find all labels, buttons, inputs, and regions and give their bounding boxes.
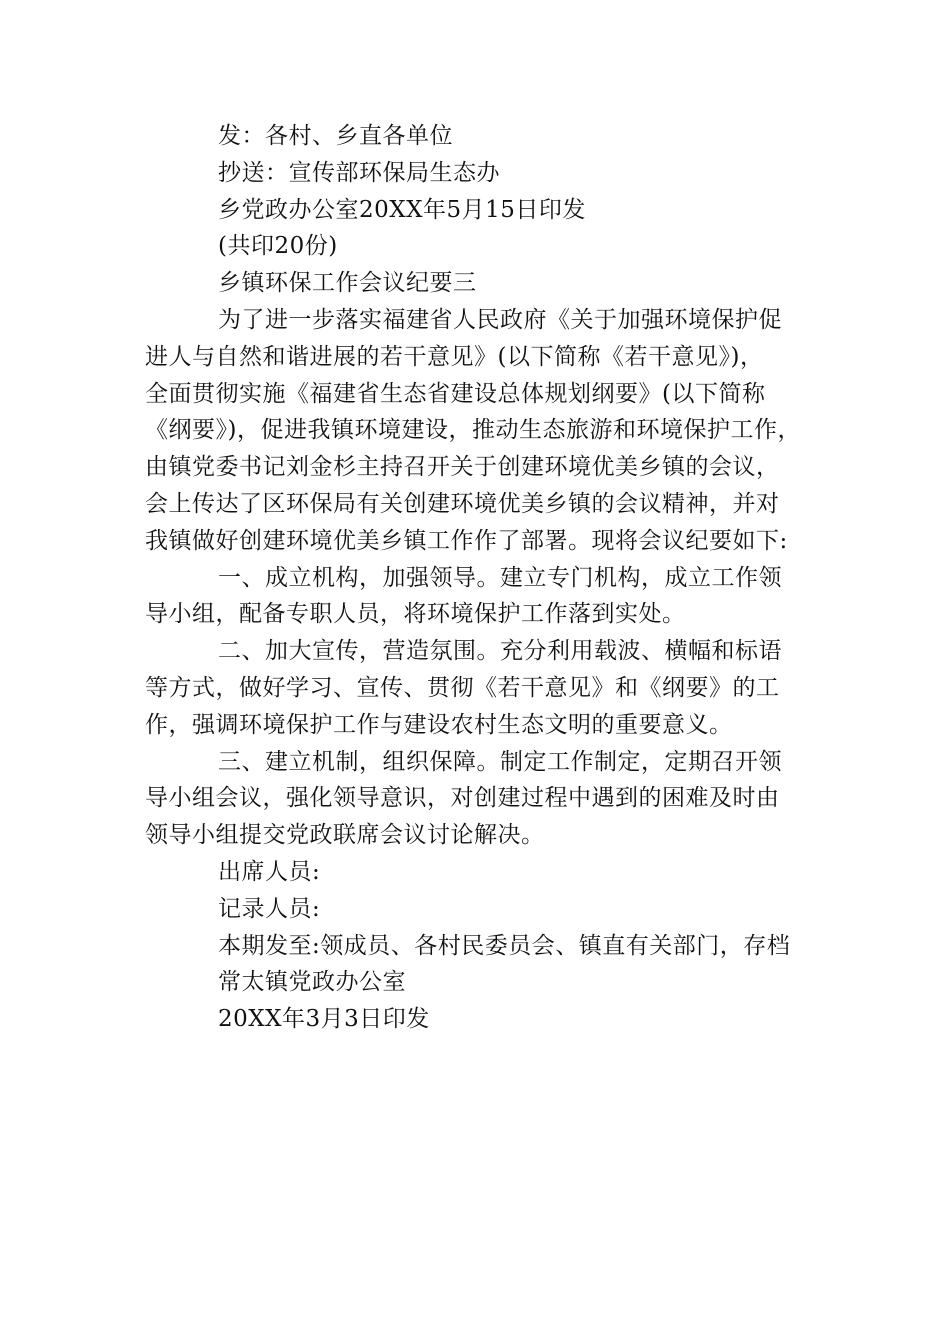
send-to-line: 发：各村、乡直各单位 xyxy=(218,123,453,149)
recorder-line: 记录人员: xyxy=(218,895,321,922)
intro-line: 我镇做好创建环境优美乡镇工作作了部署。现将会议纪要如下: xyxy=(145,527,788,554)
item-three-line: 三、建立机制，组织保障。制定工作制定，定期召开领 xyxy=(218,748,782,775)
item-one-line: 一、成立机构，加强领导。建立专门机构，成立工作领 xyxy=(218,564,782,591)
section-title: 乡镇环保工作会议纪要三 xyxy=(218,270,477,297)
cc-line: 抄送：宣传部环保局生态办 xyxy=(218,159,500,186)
item-two-line: 作，强调环境保护工作与建设农村生态文明的重要意义。 xyxy=(145,711,733,738)
item-two-paragraph xyxy=(145,633,820,743)
item-three-line: 导小组会议，强化领导意识，对创建过程中遇到的困难及时由 xyxy=(145,785,780,812)
footer-block xyxy=(145,854,820,1038)
item-two-line: 等方式，做好学习、宣传、贯彻《若干意见》和《纲要》的工 xyxy=(145,674,780,701)
distribution-line: 本期发至:领成员、各村民委员会、镇直有关部门，存档 xyxy=(218,932,791,959)
intro-line: 由镇党委书记刘金杉主持召开关于创建环境优美乡镇的会议， xyxy=(145,454,780,481)
intro-line: 会上传达了区环保局有关创建环境优美乡镇的会议精神，并对 xyxy=(145,490,780,517)
document-body xyxy=(145,118,820,1038)
item-three-line: 领导小组提交党政联席会议讨论解决。 xyxy=(145,822,545,849)
attendees-line: 出席人员: xyxy=(218,858,321,885)
intro-paragraph xyxy=(145,302,820,560)
intro-line: 全面贯彻实施《福建省生态省建设总体规划纲要》(以下简称 xyxy=(145,380,766,407)
item-one-line: 导小组，配备专职人员，将环境保护工作落到实处。 xyxy=(145,601,686,628)
item-one-paragraph xyxy=(145,560,820,634)
office-line: 常太镇党政办公室 xyxy=(218,969,406,996)
issued-by-line: 乡党政办公室20XX年5月15日印发 xyxy=(218,196,586,223)
distribution-header xyxy=(145,118,820,302)
intro-line: 进人与自然和谐进展的若干意见》(以下简称《若干意见》)， xyxy=(145,343,764,370)
print-count-line: (共印20份) xyxy=(218,233,338,260)
item-three-paragraph xyxy=(145,744,820,854)
item-two-line: 二、加大宣传，营造氛围。充分利用载波、横幅和标语 xyxy=(218,638,782,665)
intro-line: 《纲要》)，促进我镇环境建设，推动生态旅游和环境保护工作， xyxy=(145,417,801,444)
intro-line: 为了进一步落实福建省人民政府《关于加强环境保护促 xyxy=(218,306,782,333)
issue-date-line: 20XX年3月3日印发 xyxy=(218,1006,430,1033)
